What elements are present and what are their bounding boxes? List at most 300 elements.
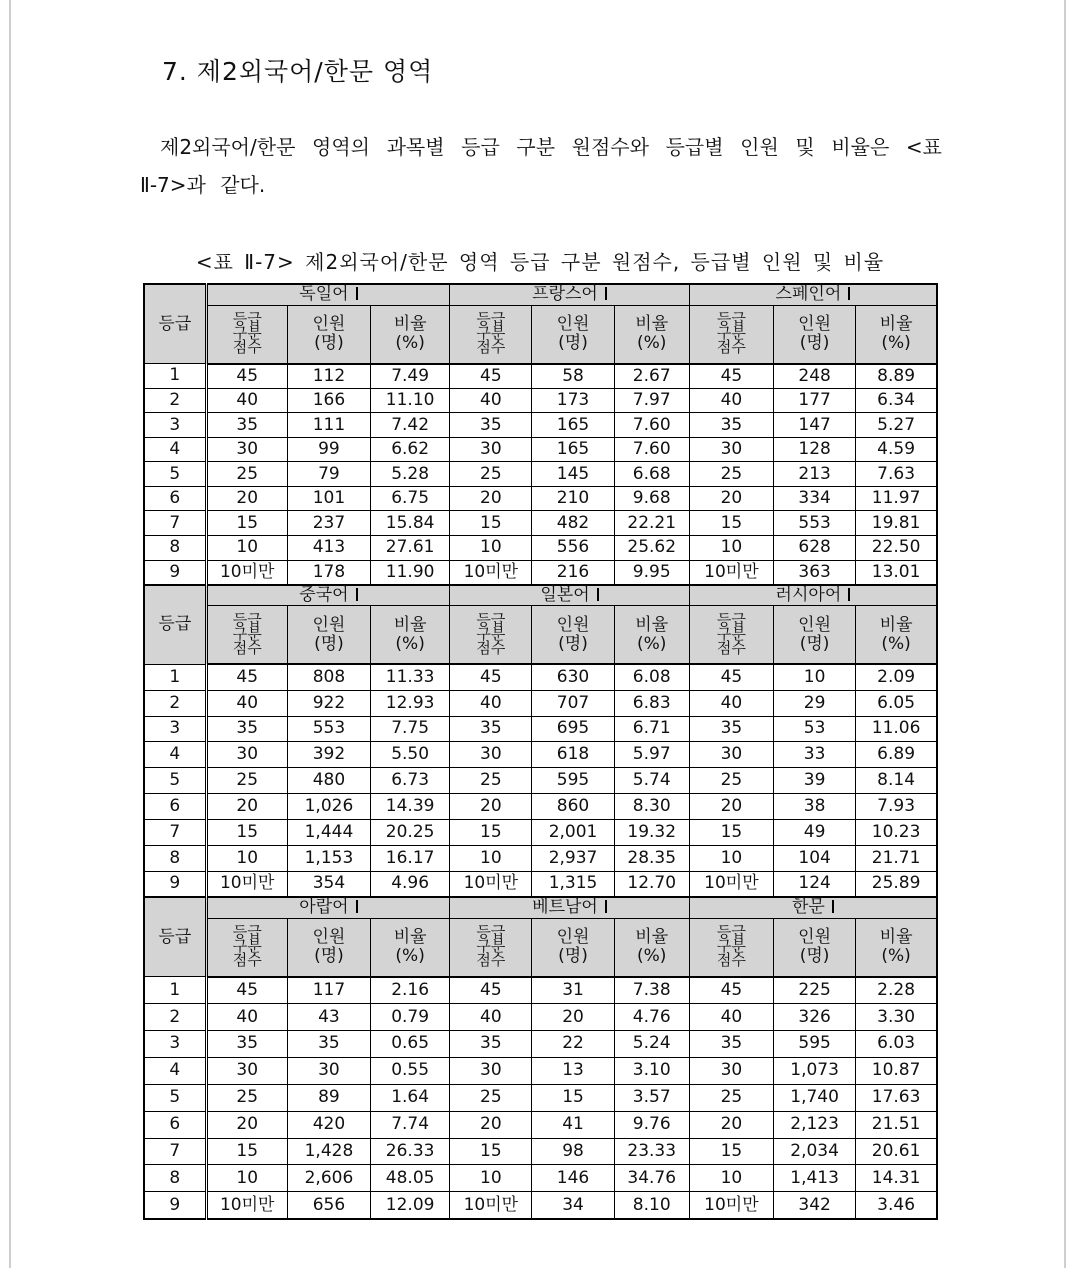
count-header-text xyxy=(557,928,590,966)
header-line: (%) xyxy=(395,946,425,967)
table-cell: 11.33 xyxy=(371,664,450,690)
subject-name: 스페인어 xyxy=(775,284,842,305)
table-cell: 7.93 xyxy=(856,794,937,820)
table-cell: 2.28 xyxy=(856,977,937,1004)
grade-cell: 3 xyxy=(144,716,206,742)
text-cursor-icon xyxy=(356,287,358,300)
table-cell: 45 xyxy=(450,664,532,690)
grade-cell: 2 xyxy=(144,388,206,413)
table-cell: 6.34 xyxy=(856,388,937,413)
subject-header xyxy=(450,585,690,606)
table-cell: 89 xyxy=(287,1084,370,1111)
table-cell: 12.93 xyxy=(371,690,450,716)
table-cell: 41 xyxy=(532,1111,614,1138)
subject-header xyxy=(450,897,690,918)
table-cell: 166 xyxy=(287,388,370,413)
count-header-text xyxy=(313,616,346,654)
count-header-text xyxy=(557,616,590,654)
count-header xyxy=(532,918,614,976)
table-cell: 49 xyxy=(774,820,856,846)
grade-cell: 6 xyxy=(144,1111,206,1138)
count-header-text xyxy=(798,315,831,353)
table-row xyxy=(144,536,937,561)
grade-cell: 1 xyxy=(144,977,206,1004)
table-cell: 248 xyxy=(774,364,856,389)
table-cell: 147 xyxy=(774,413,856,438)
table-cell: 11.90 xyxy=(371,560,450,585)
table-cell: 25 xyxy=(450,1084,532,1111)
header-line: 비율 xyxy=(393,927,427,948)
table-cell: 22.50 xyxy=(856,536,937,561)
table-cell: 2,123 xyxy=(774,1111,856,1138)
table-cell: 40 xyxy=(689,388,773,413)
header-line: 인원 xyxy=(798,314,832,335)
column-header-row xyxy=(144,918,937,976)
text-cursor-icon xyxy=(848,588,850,601)
table-cell: 392 xyxy=(287,742,370,768)
table-cell: 7.63 xyxy=(856,462,937,487)
subject-name: 아랍어 xyxy=(299,897,349,918)
subject-header-row xyxy=(144,585,937,606)
table-cell: 20.25 xyxy=(371,820,450,846)
cutoff-header xyxy=(450,606,532,664)
header-line: 등급 xyxy=(476,923,506,942)
table-cell: 10미만 xyxy=(450,871,532,897)
table-cell: 98 xyxy=(532,1138,614,1165)
cutoff-header xyxy=(689,918,773,976)
grade-cell: 2 xyxy=(144,690,206,716)
table-cell: 25.89 xyxy=(856,871,937,897)
cutoff-header xyxy=(206,918,287,976)
ratio-header-text xyxy=(635,315,668,353)
table-cell: 13.01 xyxy=(856,560,937,585)
header-line: 인원 xyxy=(312,614,346,635)
table-row xyxy=(144,437,937,462)
count-header xyxy=(774,305,856,363)
header-line: 구분 xyxy=(716,937,746,956)
cutoff-header-text xyxy=(476,310,506,357)
cutoff-header xyxy=(450,305,532,363)
table-cell: 15 xyxy=(689,820,773,846)
table-row xyxy=(144,413,937,438)
page-right-edge xyxy=(1064,0,1066,1268)
cutoff-header xyxy=(206,305,287,363)
table-cell: 27.61 xyxy=(371,536,450,561)
subject-header xyxy=(689,284,937,305)
header-line: 점수 xyxy=(232,951,262,970)
table-row xyxy=(144,1084,937,1111)
table-cell: 10.23 xyxy=(856,820,937,846)
subject-name: 러시아어 xyxy=(775,584,842,605)
table-cell: 20 xyxy=(532,1004,614,1031)
table-cell: 25 xyxy=(450,768,532,794)
table-caption: <표 Ⅱ-7> 제2외국어/한문 영역 등급 구분 원점수, 등급별 인원 및 비율 xyxy=(195,250,885,274)
ratio-header xyxy=(371,305,450,363)
table-cell: 3.10 xyxy=(614,1057,689,1084)
table-cell: 21.51 xyxy=(856,1111,937,1138)
table-cell: 35 xyxy=(689,413,773,438)
cutoff-header-text xyxy=(716,310,746,357)
table-cell: 45 xyxy=(206,364,287,389)
table-cell: 19.81 xyxy=(856,511,937,536)
table-cell: 11.97 xyxy=(856,486,937,511)
grade-cell: 2 xyxy=(144,1004,206,1031)
table-cell: 6.83 xyxy=(614,690,689,716)
table-cell: 12.09 xyxy=(371,1192,450,1219)
header-line: 점수 xyxy=(476,951,506,970)
table-cell: 213 xyxy=(774,462,856,487)
subject-name: 중국어 xyxy=(299,584,349,605)
section-title: 7. 제2외국어/한문 영역 xyxy=(162,57,434,86)
table-cell: 2,001 xyxy=(532,820,614,846)
table-cell: 112 xyxy=(287,364,370,389)
header-line: 비율 xyxy=(879,314,913,335)
table-cell: 117 xyxy=(287,977,370,1004)
table-cell: 35 xyxy=(450,413,532,438)
table-cell: 20 xyxy=(450,1111,532,1138)
table-row xyxy=(144,977,937,1004)
intro-paragraph: 제2외국어/한문 영역의 과목별 등급 구분 원점수와 등급별 인원 및 비율은 <표 Ⅱ-7>과 같다. xyxy=(140,135,942,197)
table-cell: 128 xyxy=(774,437,856,462)
table-cell: 124 xyxy=(774,871,856,897)
table-cell: 10미만 xyxy=(450,1192,532,1219)
table-cell: 3.46 xyxy=(856,1192,937,1219)
table-cell: 25 xyxy=(689,1084,773,1111)
table-cell: 553 xyxy=(287,716,370,742)
column-header-row xyxy=(144,606,937,664)
header-line: (%) xyxy=(881,946,911,967)
table-cell: 31 xyxy=(532,977,614,1004)
table-cell: 79 xyxy=(287,462,370,487)
header-line: 인원 xyxy=(798,614,832,635)
header-line: 등급 xyxy=(716,310,746,329)
table-cell: 3.57 xyxy=(614,1084,689,1111)
table-cell: 10 xyxy=(206,1165,287,1192)
table-cell: 30 xyxy=(287,1057,370,1084)
table-cell: 15 xyxy=(206,511,287,536)
count-header xyxy=(532,606,614,664)
table-cell: 808 xyxy=(287,664,370,690)
table-cell: 17.63 xyxy=(856,1084,937,1111)
table-cell: 8.14 xyxy=(856,768,937,794)
table-cell: 45 xyxy=(689,364,773,389)
table-cell: 40 xyxy=(450,388,532,413)
table-row xyxy=(144,742,937,768)
header-line: 구분 xyxy=(476,937,506,956)
header-line: 구분 xyxy=(716,624,746,643)
table-row xyxy=(144,845,937,871)
table-cell: 482 xyxy=(532,511,614,536)
table-row xyxy=(144,768,937,794)
table-cell: 45 xyxy=(450,977,532,1004)
header-line: 구분 xyxy=(232,324,262,343)
header-line: 인원 xyxy=(556,927,590,948)
table-cell: 4.76 xyxy=(614,1004,689,1031)
table-cell: 15 xyxy=(689,1138,773,1165)
text-cursor-icon xyxy=(832,900,834,913)
table-cell: 30 xyxy=(206,1057,287,1084)
table-cell: 2,606 xyxy=(287,1165,370,1192)
header-line: 비율 xyxy=(879,614,913,635)
grade-cell: 6 xyxy=(144,794,206,820)
table-cell: 45 xyxy=(689,977,773,1004)
cutoff-header-text xyxy=(232,610,262,657)
table-cell: 30 xyxy=(206,742,287,768)
table-cell: 34 xyxy=(532,1192,614,1219)
table-cell: 15 xyxy=(532,1084,614,1111)
table-cell: 4.96 xyxy=(371,871,450,897)
grade-table xyxy=(143,283,938,1220)
table-cell: 15 xyxy=(450,511,532,536)
grade-cell: 9 xyxy=(144,560,206,585)
ratio-header-text xyxy=(394,616,427,654)
table-cell: 6.89 xyxy=(856,742,937,768)
count-header xyxy=(287,918,370,976)
table-cell: 25 xyxy=(450,462,532,487)
table-cell: 15 xyxy=(689,511,773,536)
table-cell: 16.17 xyxy=(371,845,450,871)
table-row xyxy=(144,1165,937,1192)
table-cell: 1,153 xyxy=(287,845,370,871)
grade-header: 등급 xyxy=(144,585,206,665)
header-line: (명) xyxy=(799,333,830,354)
table-cell: 707 xyxy=(532,690,614,716)
table-cell: 39 xyxy=(774,768,856,794)
table-cell: 35 xyxy=(450,716,532,742)
cutoff-header xyxy=(206,606,287,664)
table-cell: 26.33 xyxy=(371,1138,450,1165)
table-cell: 5.28 xyxy=(371,462,450,487)
page-left-edge xyxy=(9,0,11,1268)
subject-header-row xyxy=(144,284,937,305)
table-cell: 43 xyxy=(287,1004,370,1031)
ratio-header xyxy=(856,606,937,664)
header-line: 구분 xyxy=(232,937,262,956)
text-cursor-icon xyxy=(597,588,599,601)
grade-cell: 5 xyxy=(144,768,206,794)
cutoff-header-text xyxy=(232,310,262,357)
grade-cell: 1 xyxy=(144,664,206,690)
subject-header xyxy=(206,897,450,918)
header-line: 비율 xyxy=(879,927,913,948)
ratio-header xyxy=(614,305,689,363)
table-cell: 5.74 xyxy=(614,768,689,794)
table-cell: 216 xyxy=(532,560,614,585)
subject-name: 한문 xyxy=(791,897,825,918)
table-cell: 6.73 xyxy=(371,768,450,794)
table-cell: 20 xyxy=(689,794,773,820)
table-cell: 7.75 xyxy=(371,716,450,742)
table-cell: 860 xyxy=(532,794,614,820)
table-cell: 15 xyxy=(206,1138,287,1165)
table-cell: 35 xyxy=(206,716,287,742)
header-line: (명) xyxy=(558,333,588,354)
count-header xyxy=(287,305,370,363)
table-cell: 23.33 xyxy=(614,1138,689,1165)
header-line: (%) xyxy=(395,633,425,654)
grade-header: 등급 xyxy=(144,897,206,977)
table-row xyxy=(144,1111,937,1138)
table-cell: 20 xyxy=(450,486,532,511)
table-cell: 29 xyxy=(774,690,856,716)
table-row xyxy=(144,1138,937,1165)
table-cell: 9.76 xyxy=(614,1111,689,1138)
table-cell: 10 xyxy=(689,845,773,871)
table-cell: 40 xyxy=(450,690,532,716)
table-cell: 10 xyxy=(206,845,287,871)
grade-cell: 4 xyxy=(144,437,206,462)
text-cursor-icon xyxy=(605,287,607,300)
table-cell: 25.62 xyxy=(614,536,689,561)
table-cell: 8.89 xyxy=(856,364,937,389)
table-cell: 35 xyxy=(206,1031,287,1058)
table-cell: 30 xyxy=(206,437,287,462)
table-cell: 10미만 xyxy=(689,1192,773,1219)
table-cell: 10미만 xyxy=(206,871,287,897)
table-cell: 922 xyxy=(287,690,370,716)
table-cell: 1,740 xyxy=(774,1084,856,1111)
table-cell: 1,413 xyxy=(774,1165,856,1192)
table-cell: 40 xyxy=(206,690,287,716)
table-cell: 40 xyxy=(206,1004,287,1031)
grade-cell: 8 xyxy=(144,1165,206,1192)
table-cell: 40 xyxy=(450,1004,532,1031)
grade-cell: 5 xyxy=(144,1084,206,1111)
table-cell: 40 xyxy=(689,690,773,716)
cutoff-header xyxy=(689,305,773,363)
header-line: 등급 xyxy=(716,923,746,942)
table-cell: 2,937 xyxy=(532,845,614,871)
table-cell: 10 xyxy=(450,536,532,561)
table-cell: 6.08 xyxy=(614,664,689,690)
header-line: 점수 xyxy=(716,951,746,970)
header-line: (명) xyxy=(314,333,344,354)
table-cell: 656 xyxy=(287,1192,370,1219)
cutoff-header-text xyxy=(476,923,506,970)
grade-cell: 3 xyxy=(144,413,206,438)
count-header-text xyxy=(313,928,346,966)
table-row xyxy=(144,690,937,716)
table-cell: 146 xyxy=(532,1165,614,1192)
count-header xyxy=(532,305,614,363)
grade-cell: 8 xyxy=(144,845,206,871)
header-line: 인원 xyxy=(556,614,590,635)
header-line: 인원 xyxy=(312,927,346,948)
table-row xyxy=(144,820,937,846)
table-cell: 7.60 xyxy=(614,437,689,462)
table-cell: 1,073 xyxy=(774,1057,856,1084)
ratio-header-text xyxy=(880,616,913,654)
table-cell: 5.97 xyxy=(614,742,689,768)
table-row xyxy=(144,716,937,742)
cutoff-header xyxy=(450,918,532,976)
table-cell: 165 xyxy=(532,437,614,462)
header-line: 비율 xyxy=(393,614,427,635)
table-cell: 165 xyxy=(532,413,614,438)
table-cell: 22 xyxy=(532,1031,614,1058)
table-cell: 53 xyxy=(774,716,856,742)
table-cell: 628 xyxy=(774,536,856,561)
table-cell: 45 xyxy=(206,977,287,1004)
table-cell: 35 xyxy=(287,1031,370,1058)
table-cell: 30 xyxy=(450,1057,532,1084)
table-cell: 25 xyxy=(689,768,773,794)
table-cell: 14.39 xyxy=(371,794,450,820)
table-cell: 2.67 xyxy=(614,364,689,389)
table-cell: 10미만 xyxy=(689,560,773,585)
table-cell: 1,428 xyxy=(287,1138,370,1165)
table-cell: 21.71 xyxy=(856,845,937,871)
header-line: (%) xyxy=(637,333,667,354)
table-cell: 6.68 xyxy=(614,462,689,487)
table-cell: 595 xyxy=(532,768,614,794)
table-cell: 58 xyxy=(532,364,614,389)
table-cell: 3.30 xyxy=(856,1004,937,1031)
ratio-header xyxy=(856,918,937,976)
count-header-text xyxy=(798,616,831,654)
table-cell: 20 xyxy=(206,794,287,820)
grade-cell: 4 xyxy=(144,1057,206,1084)
table-cell: 6.71 xyxy=(614,716,689,742)
ratio-header-text xyxy=(394,928,427,966)
table-cell: 354 xyxy=(287,871,370,897)
cutoff-header-text xyxy=(716,923,746,970)
table-cell: 45 xyxy=(689,664,773,690)
header-line: 비율 xyxy=(635,314,669,335)
table-cell: 10미만 xyxy=(206,1192,287,1219)
table-cell: 695 xyxy=(532,716,614,742)
grade-cell: 3 xyxy=(144,1031,206,1058)
table-cell: 19.32 xyxy=(614,820,689,846)
table-cell: 10.87 xyxy=(856,1057,937,1084)
subject-header xyxy=(689,897,937,918)
table-cell: 45 xyxy=(450,364,532,389)
table-cell: 326 xyxy=(774,1004,856,1031)
table-cell: 20.61 xyxy=(856,1138,937,1165)
grade-cell: 4 xyxy=(144,742,206,768)
header-line: 등급 xyxy=(232,610,262,629)
table-cell: 45 xyxy=(206,664,287,690)
table-cell: 342 xyxy=(774,1192,856,1219)
table-cell: 20 xyxy=(206,486,287,511)
table-cell: 35 xyxy=(206,413,287,438)
table-cell: 8.30 xyxy=(614,794,689,820)
table-cell: 104 xyxy=(774,845,856,871)
table-cell: 10 xyxy=(774,664,856,690)
grade-header: 등급 xyxy=(144,284,206,364)
table-cell: 15.84 xyxy=(371,511,450,536)
table-cell: 210 xyxy=(532,486,614,511)
grade-cell: 7 xyxy=(144,511,206,536)
table-cell: 15 xyxy=(450,820,532,846)
text-cursor-icon xyxy=(605,900,607,913)
table-row xyxy=(144,794,937,820)
count-header-text xyxy=(798,928,831,966)
subject-header xyxy=(206,284,450,305)
grade-cell: 7 xyxy=(144,1138,206,1165)
table-cell: 5.50 xyxy=(371,742,450,768)
ratio-header xyxy=(614,606,689,664)
table-cell: 618 xyxy=(532,742,614,768)
table-cell: 7.74 xyxy=(371,1111,450,1138)
table-row xyxy=(144,486,937,511)
grade-cell: 8 xyxy=(144,536,206,561)
ratio-header-text xyxy=(635,928,668,966)
grade-cell: 1 xyxy=(144,364,206,389)
header-line: (명) xyxy=(799,633,830,654)
ratio-header xyxy=(856,305,937,363)
count-header-text xyxy=(313,315,346,353)
